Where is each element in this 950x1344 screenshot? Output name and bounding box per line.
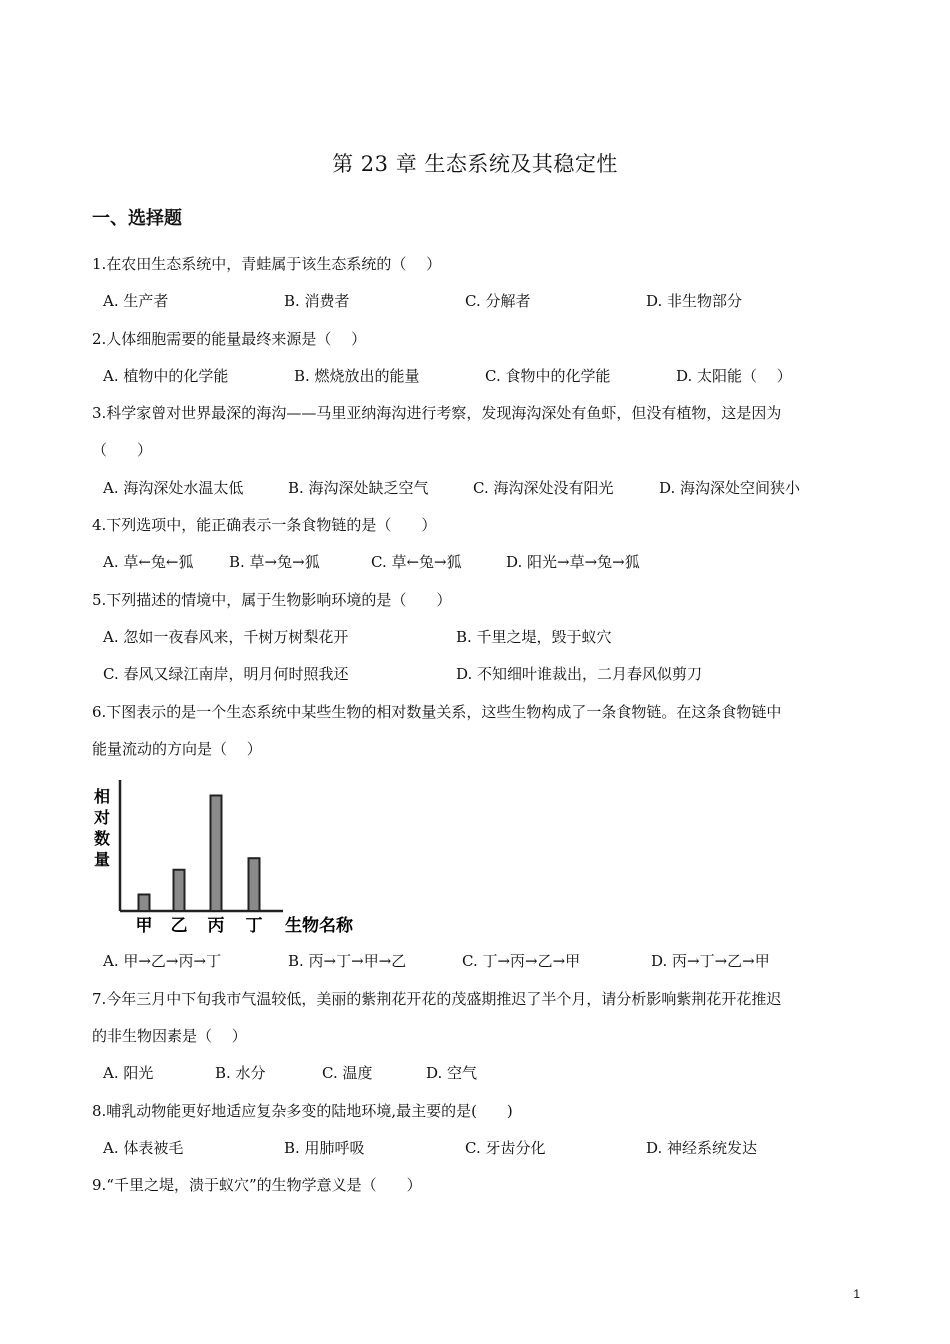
question-5-stem: 5.下列描述的情境中，属于生物影响环境的是（ ） xyxy=(92,591,452,609)
q1-option-c[interactable]: C. 分解者 xyxy=(465,292,531,310)
page-title: 第 23 章 生态系统及其稳定性 xyxy=(332,152,618,176)
y-axis-label-char: 对 xyxy=(93,808,111,827)
q4-option-d[interactable]: D. 阳光→草→兔→狐 xyxy=(506,553,640,571)
y-axis-label-char: 数 xyxy=(93,829,111,848)
q7-option-a[interactable]: A. 阳光 xyxy=(103,1064,154,1082)
bar-ding xyxy=(249,858,260,911)
q5-option-a[interactable]: A. 忽如一夜春风来，千树万树梨花开 xyxy=(103,628,349,646)
bar-bing xyxy=(211,796,222,912)
x-axis-label: 生物名称 xyxy=(285,916,353,936)
q8-option-a[interactable]: A. 体表被毛 xyxy=(103,1139,184,1157)
q4-option-a[interactable]: A. 草←兔←狐 xyxy=(103,553,194,571)
x-tick-label-bing: 丙 xyxy=(207,916,225,936)
y-axis-label-char: 量 xyxy=(93,850,111,869)
section-heading: 一、选择题 xyxy=(92,208,182,229)
q6-option-c[interactable]: C. 丁→丙→乙→甲 xyxy=(462,952,581,970)
q7-option-d[interactable]: D. 空气 xyxy=(426,1064,478,1082)
bar-yi xyxy=(174,870,185,911)
x-tick-label-jia: 甲 xyxy=(135,916,153,936)
question-7-stem-line2: 的非生物因素是（ ） xyxy=(92,1027,247,1045)
q2-option-b[interactable]: B. 燃烧放出的能量 xyxy=(294,367,420,385)
x-tick-label-ding: 丁 xyxy=(245,916,263,936)
q2-option-c[interactable]: C. 食物中的化学能 xyxy=(485,367,611,385)
q5-option-b[interactable]: B. 千里之堤，毁于蚁穴 xyxy=(456,628,612,646)
population-bar-chart xyxy=(88,775,378,940)
question-6-stem: 6.下图表示的是一个生态系统中某些生物的相对数量关系，这些生物构成了一条食物链。在这条食物链中 xyxy=(92,703,782,721)
q1-option-a[interactable]: A. 生产者 xyxy=(103,292,169,310)
q4-option-b[interactable]: B. 草→兔→狐 xyxy=(229,553,320,571)
question-9-stem: 9.“千里之堤，溃于蚁穴”的生物学意义是（ ） xyxy=(92,1176,422,1194)
q5-option-d[interactable]: D. 不知细叶谁裁出，二月春风似剪刀 xyxy=(456,665,703,683)
question-3-stem: 3.科学家曾对世界最深的海沟——马里亚纳海沟进行考察，发现海沟深处有鱼虾，但没有植物，这是因为 xyxy=(92,404,782,422)
page-number: 1 xyxy=(853,1287,860,1301)
q6-option-a[interactable]: A. 甲→乙→丙→丁 xyxy=(103,952,222,970)
question-8-stem: 8.哺乳动物能更好地适应复杂多变的陆地环境,最主要的是( ) xyxy=(92,1102,513,1120)
q1-option-b[interactable]: B. 消费者 xyxy=(284,292,350,310)
question-4-stem: 4.下列选项中，能正确表示一条食物链的是（ ） xyxy=(92,516,437,534)
question-6-stem-line2: 能量流动的方向是（ ） xyxy=(92,740,262,758)
q8-option-c[interactable]: C. 牙齿分化 xyxy=(465,1139,546,1157)
q7-option-b[interactable]: B. 水分 xyxy=(215,1064,266,1082)
q3-option-d[interactable]: D. 海沟深处空间狭小 xyxy=(659,479,801,497)
y-axis-label-char: 相 xyxy=(93,787,111,806)
q2-option-a[interactable]: A. 植物中的化学能 xyxy=(103,367,229,385)
question-3-stem-line2: （ ） xyxy=(92,441,153,459)
x-tick-label-yi: 乙 xyxy=(170,916,188,936)
q3-option-b[interactable]: B. 海沟深处缺乏空气 xyxy=(288,479,429,497)
q3-option-c[interactable]: C. 海沟深处没有阳光 xyxy=(473,479,614,497)
question-7-stem: 7.今年三月中下旬我市气温较低，美丽的紫荆花开花的茂盛期推迟了半个月，请分析影响紫荆花开花推迟 xyxy=(92,990,782,1008)
bar-jia xyxy=(139,895,150,912)
q8-option-d[interactable]: D. 神经系统发达 xyxy=(646,1139,758,1157)
q3-option-a[interactable]: A. 海沟深处水温太低 xyxy=(103,479,244,497)
q4-option-c[interactable]: C. 草←兔→狐 xyxy=(371,553,462,571)
question-2-stem: 2.人体细胞需要的能量最终来源是（ ） xyxy=(92,330,367,348)
q6-option-d[interactable]: D. 丙→丁→乙→甲 xyxy=(651,952,770,970)
question-1-stem: 1.在农田生态系统中，青蛙属于该生态系统的（ ） xyxy=(92,255,442,273)
q5-option-c[interactable]: C. 春风又绿江南岸，明月何时照我还 xyxy=(103,665,349,683)
q2-option-d[interactable]: D. 太阳能（ ） xyxy=(676,367,792,385)
q1-option-d[interactable]: D. 非生物部分 xyxy=(646,292,743,310)
q7-option-c[interactable]: C. 温度 xyxy=(322,1064,373,1082)
q8-option-b[interactable]: B. 用肺呼吸 xyxy=(284,1139,365,1157)
q6-option-b[interactable]: B. 丙→丁→甲→乙 xyxy=(288,952,407,970)
